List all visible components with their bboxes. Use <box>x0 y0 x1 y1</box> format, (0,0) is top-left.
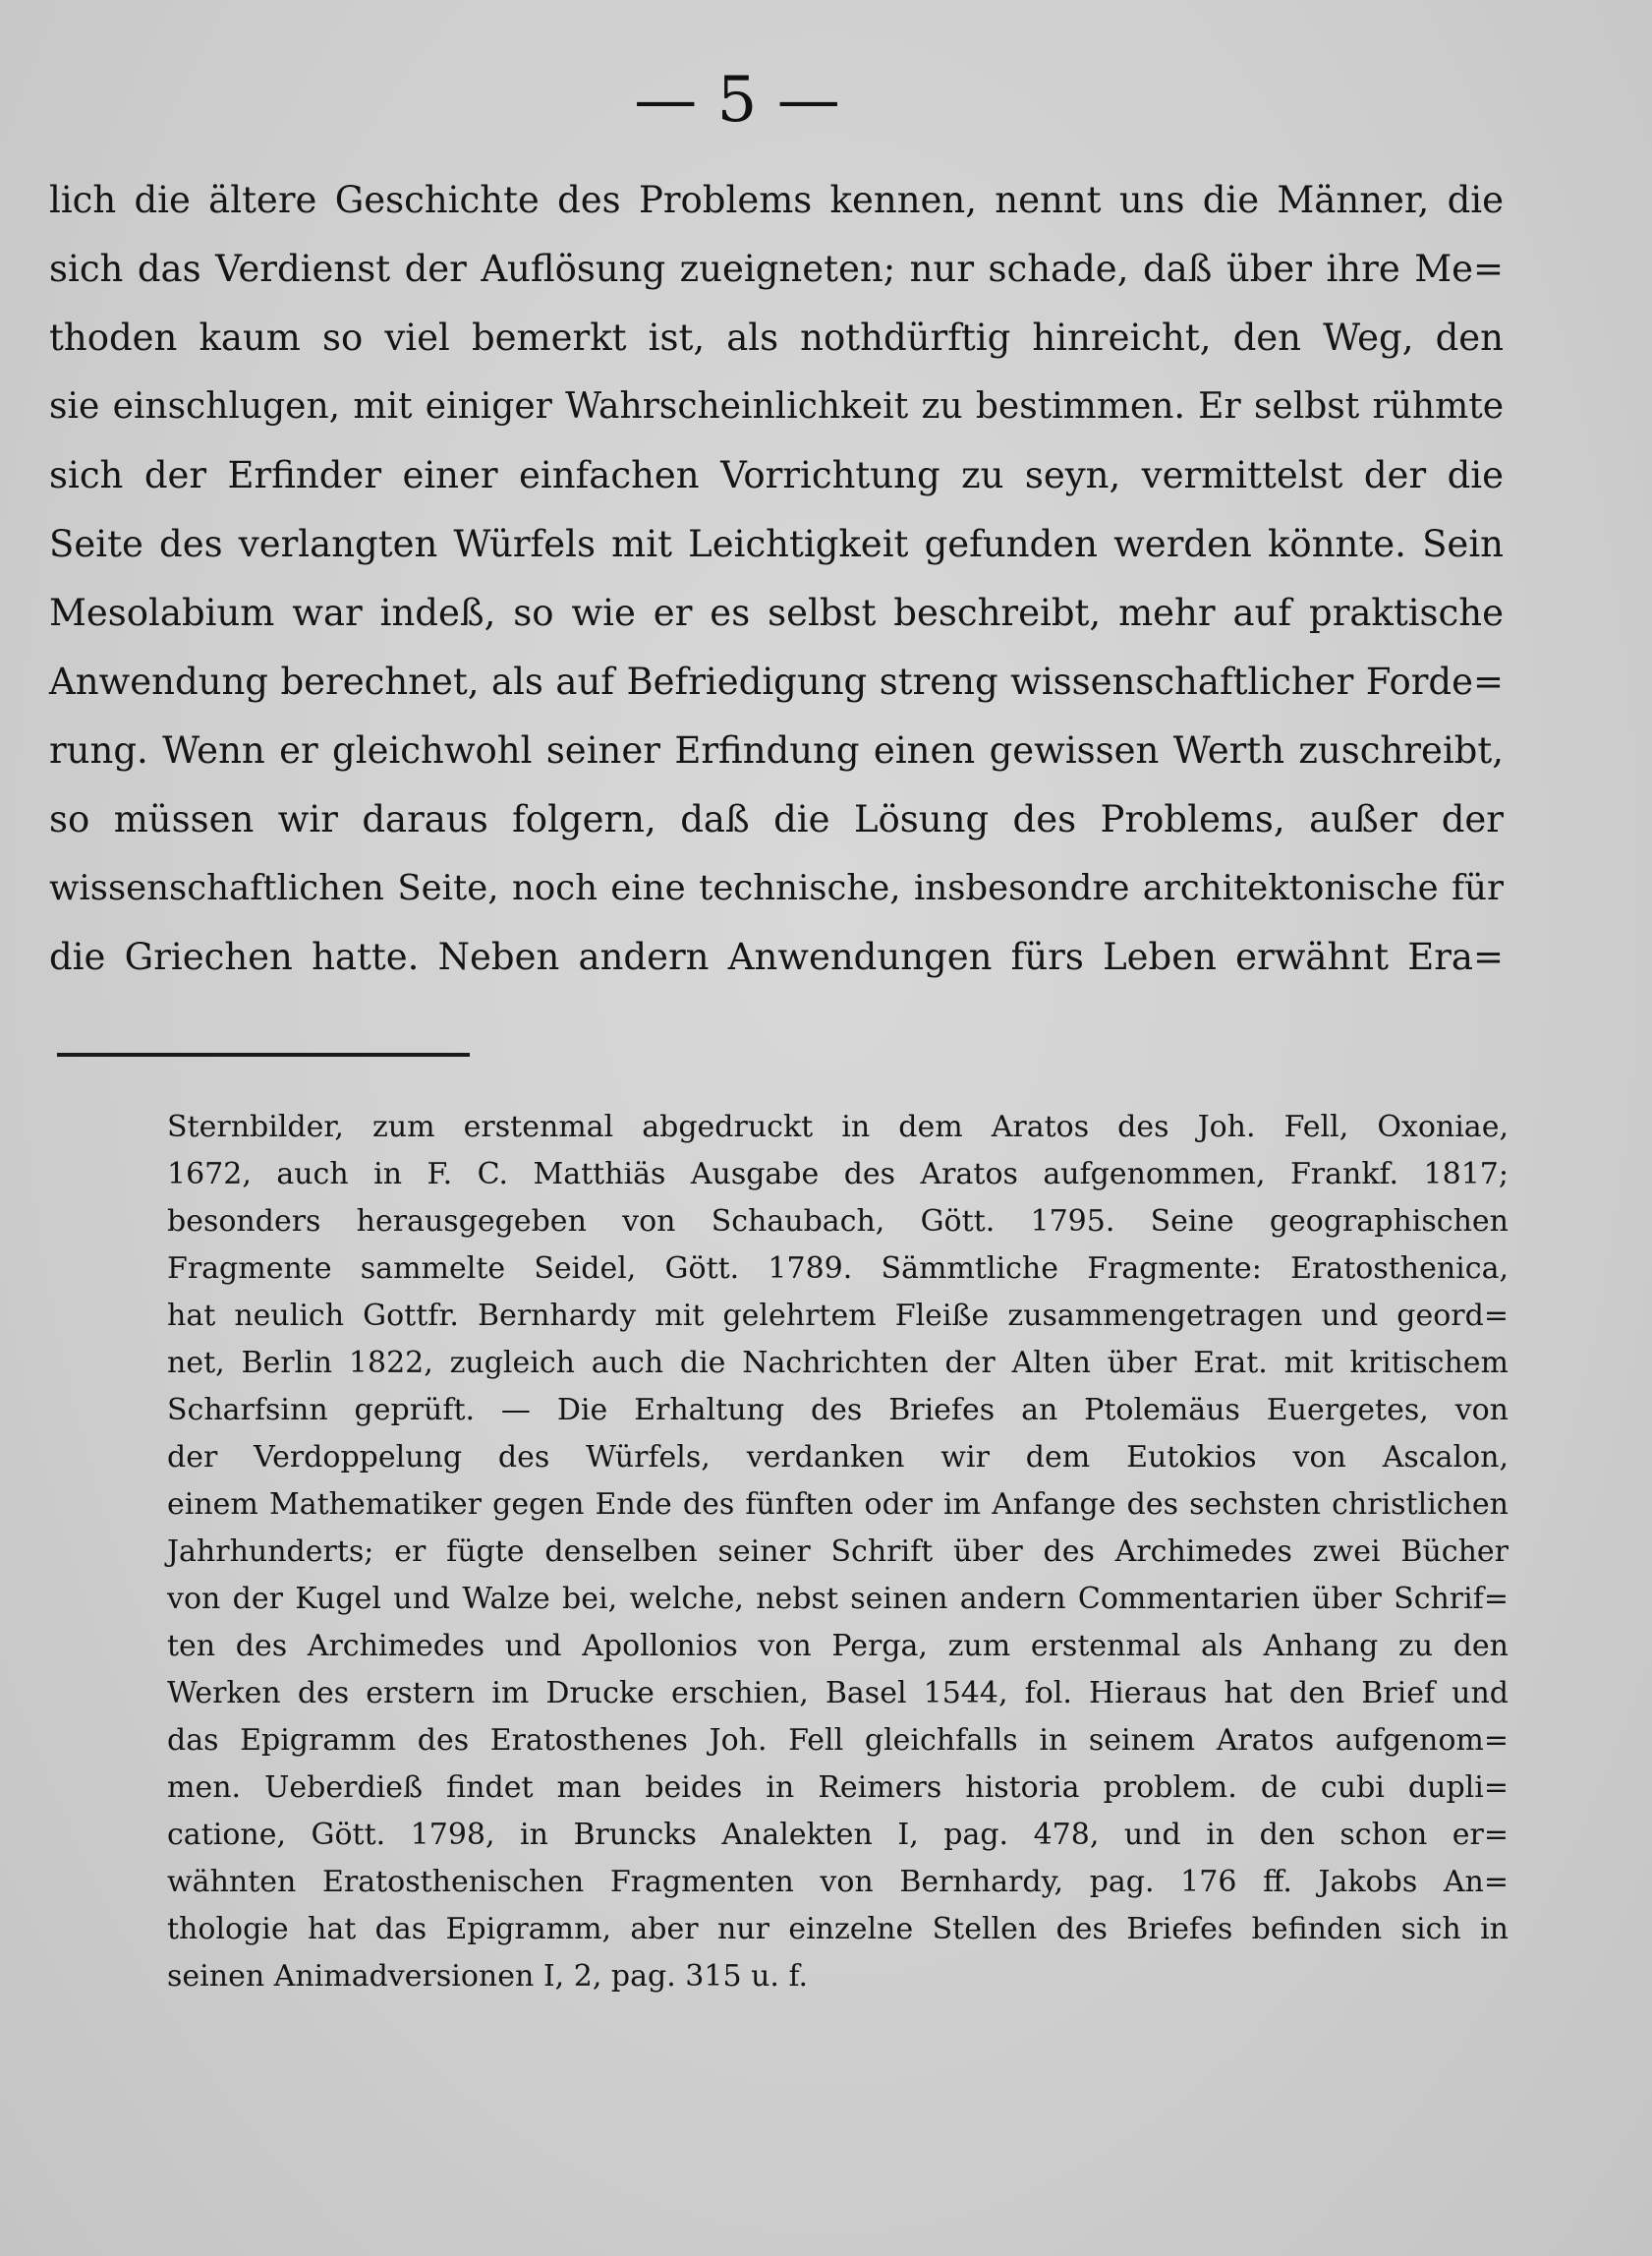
page-number: — 5 — <box>634 64 840 137</box>
body-line: Mesolabium war indeß, so wie er es selbst beschreibt, mehr auf praktische <box>49 592 1504 634</box>
footnote-line: Sternbilder, zum erstenmal abgedruckt in dem Aratos des Joh. Fell, Oxoniae, <box>167 1110 1509 1144</box>
body-line: die Griechen hatte. Neben andern Anwendungen fürs Leben erwähnt Era= <box>49 936 1504 978</box>
footnote-line: net, Berlin 1822, zugleich auch die Nachrichten der Alten über Erat. mit kritischem <box>167 1346 1509 1380</box>
footnote-line: catione, Gött. 1798, in Bruncks Analekten I, pag. 478, und in den schon er= <box>167 1818 1509 1852</box>
footnote-line: seinen Animadversionen I, 2, pag. 315 u. f. <box>167 1959 809 1994</box>
footnote-line: das Epigramm des Eratosthenes Joh. Fell gleichfalls in seinem Aratos aufgenom= <box>167 1723 1509 1758</box>
footnote-line: thologie hat das Epigramm, aber nur einzelne Stellen des Briefes befinden sich in <box>167 1912 1509 1946</box>
footnote-line: Werken des erstern im Drucke erschien, Basel 1544, fol. Hieraus hat den Brief und <box>167 1676 1509 1710</box>
body-line: rung. Wenn er gleichwohl seiner Erfindung einen gewissen Werth zuschreibt, <box>49 729 1504 772</box>
footnote-line: der Verdoppelung des Würfels, verdanken wir dem Eutokios von Ascalon, <box>167 1440 1509 1475</box>
body-line: Seite des verlangten Würfels mit Leichtigkeit gefunden werden könnte. Sein <box>49 523 1504 565</box>
body-line: sich der Erfinder einer einfachen Vorrichtung zu seyn, vermittelst der die <box>49 454 1504 496</box>
body-line: sich das Verdienst der Auflösung zueigneten; nur schade, daß über ihre Me= <box>49 248 1504 290</box>
footnote-line: wähnten Eratosthenischen Fragmenten von Bernhardy, pag. 176 ff. Jakobs An= <box>167 1865 1509 1899</box>
body-line: so müssen wir daraus folgern, daß die Lösung des Problems, außer der <box>49 798 1504 840</box>
footnote-line: 1672, auch in F. C. Matthiäs Ausgabe des Aratos aufgenommen, Frankf. 1817; <box>167 1157 1509 1191</box>
footnote-line: Fragmente sammelte Seidel, Gött. 1789. Sämmtliche Fragmente: Eratosthenica, <box>167 1251 1509 1286</box>
footnote-line: Scharfsinn geprüft. — Die Erhaltung des Briefes an Ptolemäus Euergetes, von <box>167 1393 1509 1427</box>
footnote-line: besonders herausgegeben von Schaubach, Gött. 1795. Seine geographischen <box>167 1204 1509 1239</box>
body-line: lich die ältere Geschichte des Problems kennen, nennt uns die Männer, die <box>49 179 1504 221</box>
footnote-line: men. Ueberdieß findet man beides in Reimers historia problem. de cubi dupli= <box>167 1770 1509 1805</box>
body-line: Anwendung berechnet, als auf Befriedigung streng wissenschaftlicher Forde= <box>49 661 1504 703</box>
body-line: wissenschaftlichen Seite, noch eine technische, insbesondre architektonische für <box>49 868 1504 908</box>
body-line: thoden kaum so viel bemerkt ist, als nothdürftig hinreicht, den Weg, den <box>49 317 1504 359</box>
footnote-line: hat neulich Gottfr. Bernhardy mit gelehrtem Fleiße zusammengetragen und geord= <box>167 1299 1509 1333</box>
footnote-line: einem Mathematiker gegen Ende des fünften oder im Anfange des sechsten christlichen <box>167 1487 1509 1522</box>
footnote-line: Jahrhunderts; er fügte denselben seiner Schrift über des Archimedes zwei Bücher <box>167 1534 1509 1569</box>
footnote-line: von der Kugel und Walze bei, welche, nebst seinen andern Commentarien über Schrif= <box>167 1582 1509 1616</box>
footnote-line: ten des Archimedes und Apollonios von Perga, zum erstenmal als Anhang zu den <box>167 1629 1509 1663</box>
footnote-divider <box>57 1053 470 1057</box>
body-line: sie einschlugen, mit einiger Wahrscheinlichkeit zu bestimmen. Er selbst rühmte <box>49 386 1504 427</box>
